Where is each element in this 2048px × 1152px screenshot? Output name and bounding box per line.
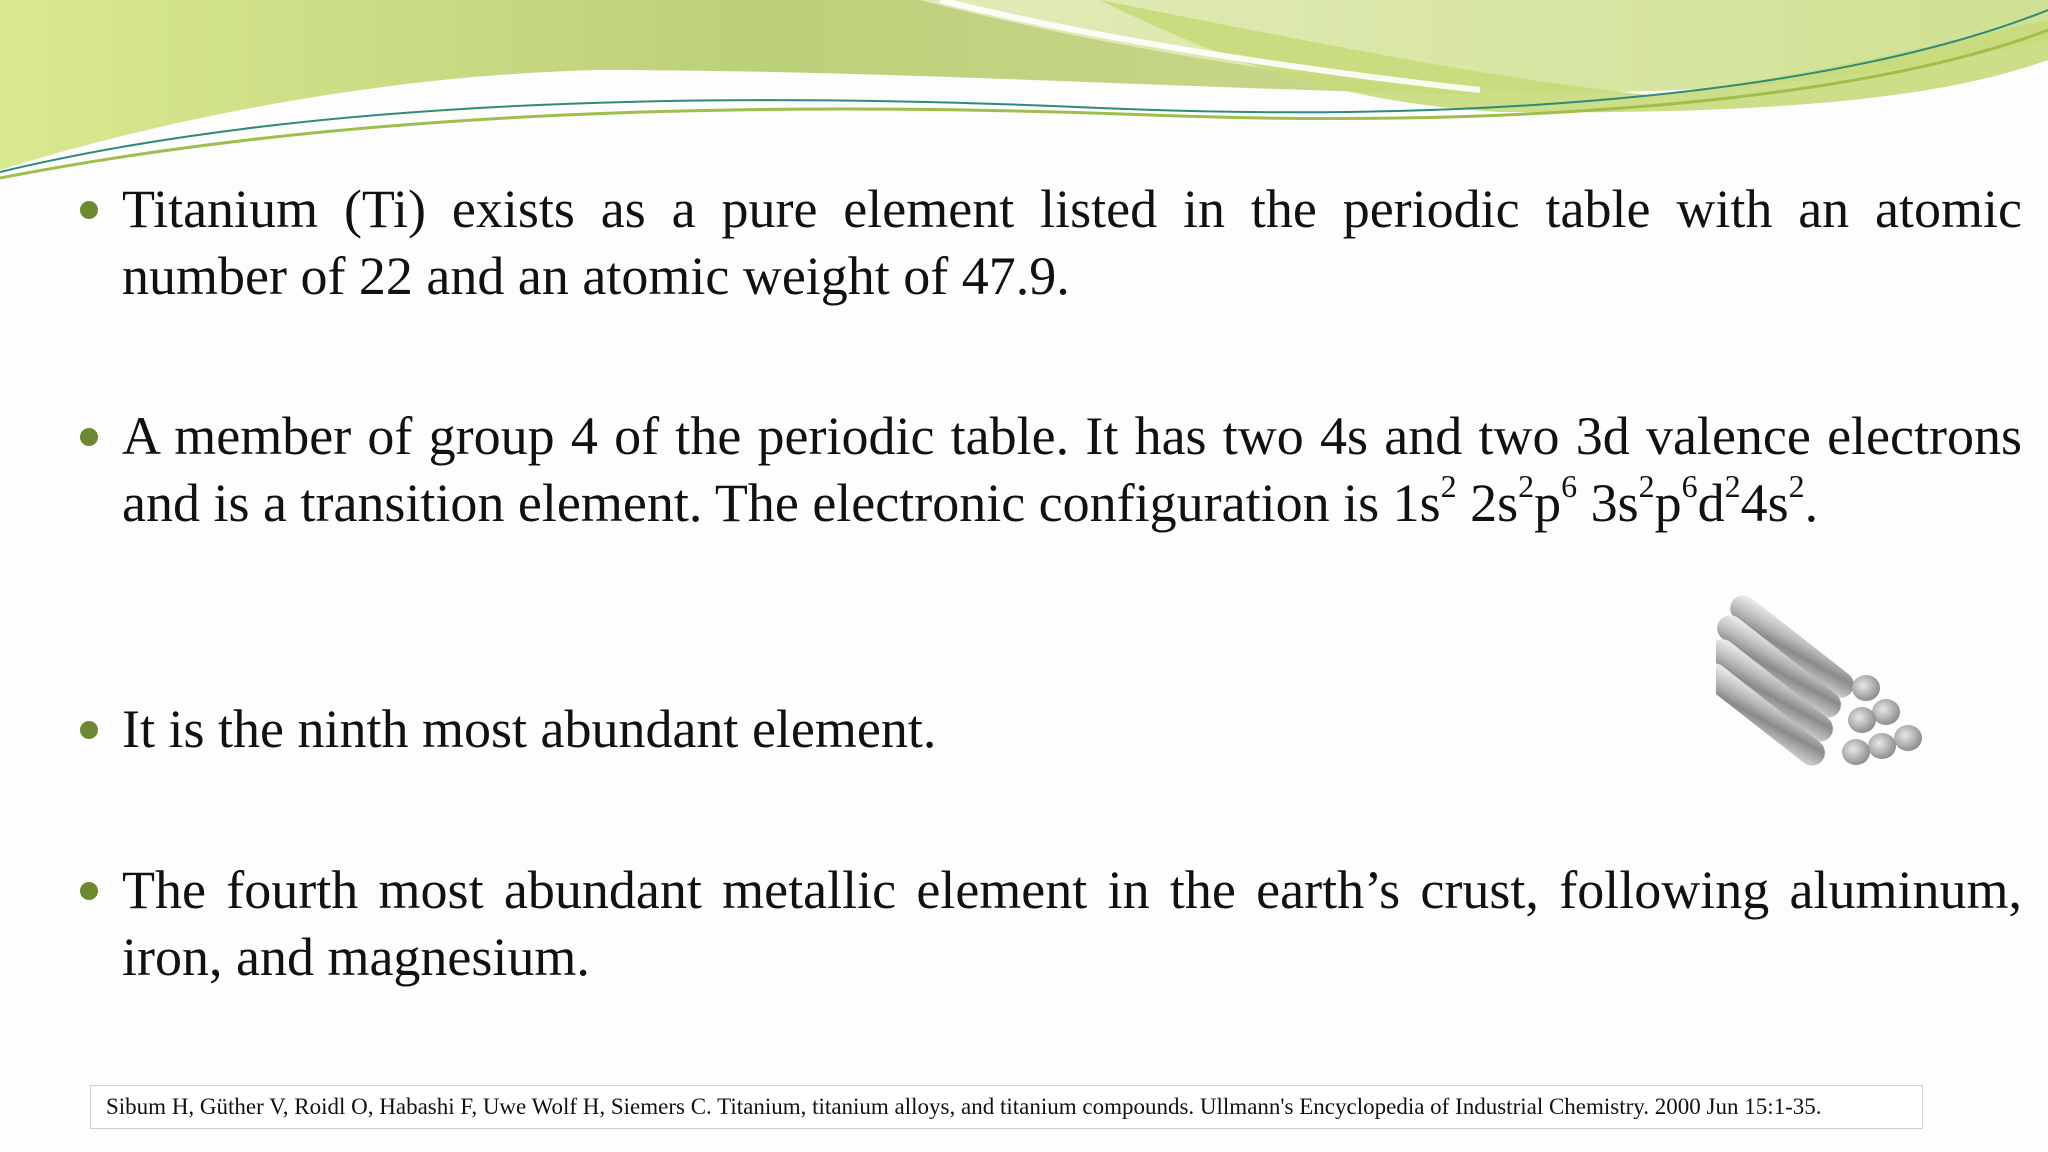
bullet-dot-icon — [80, 882, 98, 900]
bullet-dot-icon — [80, 201, 98, 219]
decorative-banner — [0, 0, 2048, 200]
bullet-text: It is the ninth most abundant element. — [122, 699, 937, 759]
bullet-dot-icon — [80, 721, 98, 739]
bullet-text: A member of group 4 of the periodic table. It has two 4s and two 3d valence electrons and is a transition element. The electronic configuration is $1s^2$ $2s^2p^6$ $3s^2p^6d^24s^2$. — [122, 406, 2022, 533]
bullet-dot-icon — [80, 428, 98, 446]
citation-box: Sibum H, Güther V, Roidl O, Habashi F, Uwe Wolf H, Siemers C. Titanium, titanium alloys, and titanium compounds. Ullmann's Encyclopedia of Industrial Chemistry. 2000 Jun 15:1-35. — [90, 1085, 1923, 1129]
bullet-text: Titanium (Ti) exists as a pure element listed in the periodic table with an atomic number of 22 and an atomic weight of 47.9. — [122, 179, 2022, 306]
bullet-text: The fourth most abundant metallic element in the earth’s crust, following aluminum, iron, and magnesium. — [122, 860, 2022, 987]
titanium-rods-image — [1716, 580, 1946, 810]
